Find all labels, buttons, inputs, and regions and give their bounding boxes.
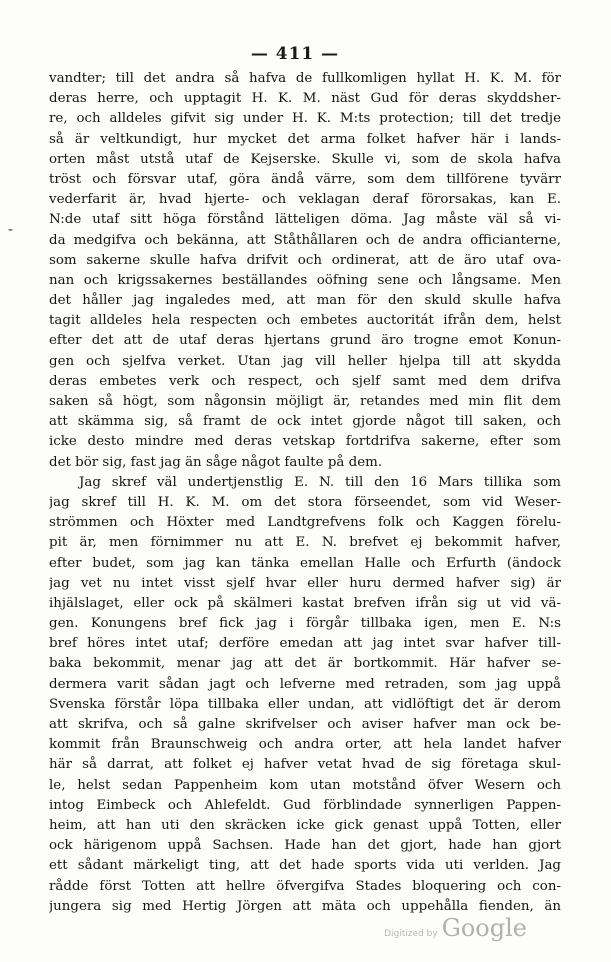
- text-line: jungera sig med Hertig Jörgen att mäta och uppehålla fienden, än: [49, 898, 561, 914]
- text-line: intog Eimbeck och Ahlefeldt. Gud förblindade synnerligen Pappen-: [49, 797, 561, 813]
- body-text: [49, 69, 561, 917]
- text-line: så är veltkundigt, hur mycket det arma folket hafver här i lands-: [49, 131, 561, 147]
- text-line: dermera varit sådan jagt och lefverne med retraden, som jag uppå: [49, 676, 561, 692]
- text-line: Jag skref väl undertjenstlig E. N. till den 16 Mars tillika som: [79, 474, 561, 490]
- watermark-prefix: Digitized by: [384, 929, 438, 939]
- text-line: här så darrat, att folket ej hafver vetat hvad de sig företaga skul-: [49, 757, 561, 773]
- text-line: saken så högt, som någonsin möjligt är, retandes med min flit dem: [49, 394, 561, 409]
- text-line: re, och alldeles gifvit sig under H. K. M:ts protection; till det tredje: [49, 111, 561, 127]
- text-line: som sakerne skulle hafva drifvit och ordinerat, att de äro utaf ova-: [49, 252, 561, 268]
- text-line: tagit alldeles hela respecten och embetes auctoritát ifrån dem, helst: [49, 313, 561, 329]
- digitized-watermark: [384, 914, 527, 942]
- text-line: bref höres intet utaf; derföre emedan att jag intet svar hafver till-: [49, 636, 561, 652]
- text-line: ihjälslaget, eller ock på skälmeri kastat brefven ifrån sig ut vid vä-: [49, 595, 561, 611]
- text-line: ett sådant märkeligt ting, att det hade sports vida uti verlden. Jag: [49, 858, 561, 874]
- text-line: deras herre, och upptagit H. K. M. näst Gud för deras skyddsher-: [49, 91, 561, 107]
- text-line: rådde först Totten att hellre öfvergifva Stades bloquering och con-: [49, 878, 561, 894]
- text-line: vederfarit är, hvad hjerte- och veklagan deraf förorsakas, kan E.: [49, 192, 561, 208]
- text-line: gen. Konungens bref fick jag i förgår tillbaka igen, men E. N:s: [49, 616, 561, 632]
- text-line: jag vet nu intet visst sjelf hvar eller huru dermed hafver sig) är: [49, 575, 561, 591]
- text-line: ock härigenom uppå Sachsen. Hade han det gjort, hade han gjort: [49, 838, 561, 854]
- text-line: pit är, men förnimmer nu att E. N. brefvet ej bekommit hafver,: [49, 535, 561, 551]
- text-line: efter det att de utaf deras hjertans grund äro trogne emot Konun-: [49, 333, 561, 349]
- google-logo: Google: [441, 914, 527, 942]
- text-line: le, helst sedan Pappenheim kom utan motstånd öfver Wesern och: [49, 777, 561, 793]
- text-line: gen och sjelfva verket. Utan jag vill heller hjelpa till att skydda: [49, 353, 561, 369]
- text-line: jag skref till H. K. M. om det stora förseendet, som vid Weser-: [49, 494, 561, 510]
- text-line: Svenska förstår löpa tillbaka eller undan, att vidlöftigt det är derom: [49, 696, 561, 712]
- text-line: icke desto mindre med deras vetskap fortdrifva sakerne, efter som: [49, 434, 561, 450]
- text-line: nan och krigssakernes beställandes oöfning sene och långsame. Men: [49, 272, 561, 288]
- text-line: det håller jag ingaledes med, att man för den skuld skulle hafva: [49, 293, 561, 309]
- text-line: heim, att han uti den skräcken icke gick genast uppå Totten, eller: [49, 817, 561, 833]
- text-line: kommit från Braunschweig och andra orter, att hela landet hafver: [49, 737, 561, 753]
- text-line: deras embetes verk och respect, och sjelf samt med dem drifva: [49, 373, 561, 389]
- text-line: det bör sig, fast jag än såge något faulte på dem.: [49, 454, 383, 470]
- text-line: orten måst utstå utaf de Kejserske. Skulle vi, som de skola hafva: [49, 151, 561, 167]
- text-line: tröst och försvar utaf, göra ändå värre, som dem tillförene tyvärr: [49, 171, 561, 187]
- text-line: strömmen och Höxter med Landtgrefvens folk och Kaggen förelu-: [49, 515, 561, 531]
- text-line: N:de utaf sitt höga förstånd lätteligen döma. Jag måste väl så vi-: [49, 212, 561, 228]
- text-line: da medgifva och bekänna, att Ståthållaren och de andra officianterne,: [49, 232, 561, 248]
- text-line: efter budet, som jag kan tänka emellan Halle och Erfurth (ändock: [49, 555, 561, 571]
- text-line: att skrifva, och så galne skrifvelser och aviser hafver man ock be-: [49, 717, 561, 732]
- margin-mark: -: [8, 222, 14, 238]
- text-line: att skämma sig, så framt de ock intet gjorde något till saken, och: [49, 414, 561, 430]
- page-number: — 411 —: [250, 44, 340, 64]
- text-line: vandter; till det andra så hafva de fullkomligen hyllat H. K. M. för: [49, 71, 561, 86]
- text-line: baka bekommit, menar jag att det är bortkommit. Här hafver se-: [49, 656, 561, 672]
